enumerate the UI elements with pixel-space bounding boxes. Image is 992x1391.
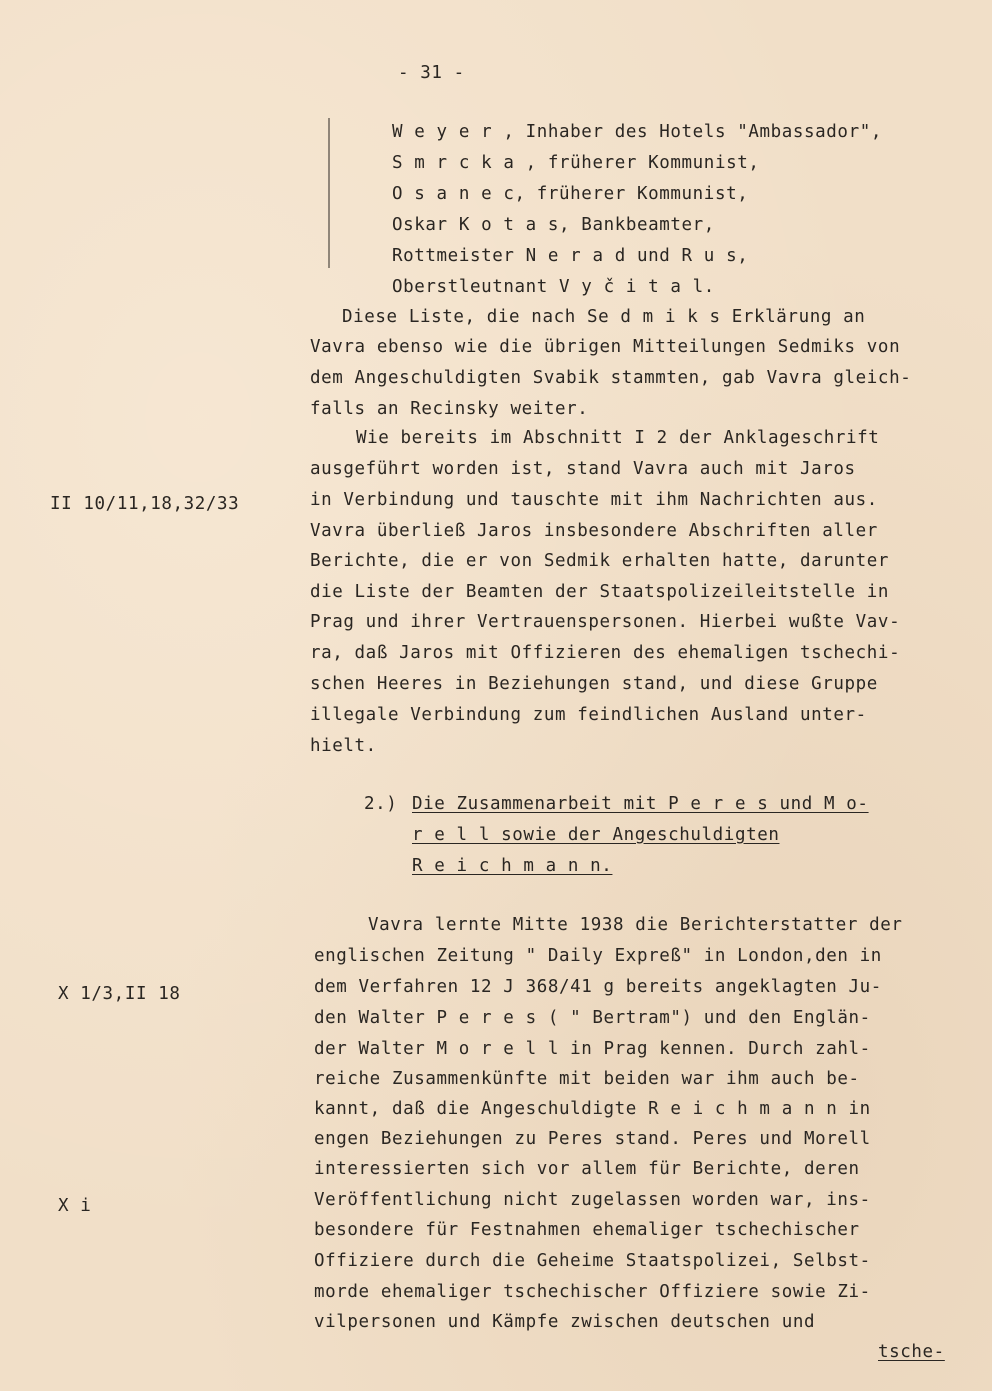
continuation-word: tsche-	[878, 1342, 945, 1362]
text-line: Vavra überließ Jaros insbesondere Abschriften aller	[310, 521, 878, 541]
list-item: O s a n e c, früherer Kommunist,	[392, 184, 749, 204]
text-line: ra, daß Jaros mit Offizieren des ehemaligen tschechi-	[310, 643, 901, 663]
text-line: dem Verfahren 12 J 368/41 g bereits angeklagten Ju-	[314, 977, 882, 997]
text-line: Offiziere durch die Geheime Staatspolizei, Selbst-	[314, 1251, 871, 1271]
text-line: Berichte, die er von Sedmik erhalten hatte, darunter	[310, 551, 890, 571]
text-line: interessierten sich vor allem für Berichte, deren	[314, 1159, 860, 1179]
text-line: besondere für Festnahmen ehemaliger tschechischer	[314, 1220, 860, 1240]
text-line: ausgeführt worden ist, stand Vavra auch mit Jaros	[310, 459, 856, 479]
list-item: Oberstleutnant V y č i t a l.	[392, 277, 715, 297]
section-heading: Die Zusammenarbeit mit P e r e s und M o-	[412, 794, 869, 814]
text-line: die Liste der Beamten der Staatspolizeileitstelle in	[310, 582, 890, 602]
text-line: Veröffentlichung nicht zugelassen worden war, ins-	[314, 1190, 871, 1210]
text-line: Prag und ihrer Vertrauenspersonen. Hierbei wußte Vav-	[310, 612, 901, 632]
margin-note: X i	[58, 1196, 92, 1216]
text-line: Vavra ebenso wie die übrigen Mitteilungen Sedmiks von	[310, 337, 901, 357]
section-number: 2.)	[364, 794, 398, 814]
page-number: - 31 -	[398, 63, 465, 83]
margin-note: X 1/3,II 18	[58, 984, 181, 1004]
text-line: illegale Verbindung zum feindlichen Ausland unter-	[310, 705, 867, 725]
text-line: den Walter P e r e s ( " Bertram") und den Englän-	[314, 1008, 871, 1028]
text-line: kannt, daß die Angeschuldigte R e i c h m a n n in	[314, 1099, 871, 1119]
list-item: Oskar K o t a s, Bankbeamter,	[392, 215, 715, 235]
list-item: Rottmeister N e r a d und R u s,	[392, 246, 749, 266]
text-line: in Verbindung und tauschte mit ihm Nachrichten aus.	[310, 490, 878, 510]
text-line: schen Heeres in Beziehungen stand, und diese Gruppe	[310, 674, 878, 694]
text-line: morde ehemaliger tschechischer Offiziere sowie Zi-	[314, 1282, 871, 1302]
text-line: Diese Liste, die nach Se d m i k s Erklärung an	[342, 307, 866, 327]
margin-mark	[328, 118, 330, 268]
text-line: hielt.	[310, 736, 377, 756]
text-line: engen Beziehungen zu Peres stand. Peres und Morell	[314, 1129, 871, 1149]
text-line: reiche Zusammenkünfte mit beiden war ihm auch be-	[314, 1069, 860, 1089]
text-line: Wie bereits im Abschnitt I 2 der Anklageschrift	[356, 428, 880, 448]
text-line: falls an Recinsky weiter.	[310, 399, 589, 419]
section-heading: R e i c h m a n n.	[412, 856, 613, 876]
text-line: der Walter M o r e l l in Prag kennen. Durch zahl-	[314, 1039, 871, 1059]
text-line: dem Angeschuldigten Svabik stammten, gab Vavra gleich-	[310, 368, 912, 388]
list-item: S m r c k a , früherer Kommunist,	[392, 153, 760, 173]
list-item: W e y e r , Inhaber des Hotels "Ambassador",	[392, 122, 882, 142]
text-line: Vavra lernte Mitte 1938 die Berichterstatter der	[368, 915, 903, 935]
section-heading: r e l l sowie der Angeschuldigten	[412, 825, 780, 845]
text-line: englischen Zeitung " Daily Expreß" in London,den in	[314, 946, 882, 966]
margin-note: II 10/11,18,32/33	[50, 494, 240, 514]
text-line: vilpersonen und Kämpfe zwischen deutschen und	[314, 1312, 816, 1332]
